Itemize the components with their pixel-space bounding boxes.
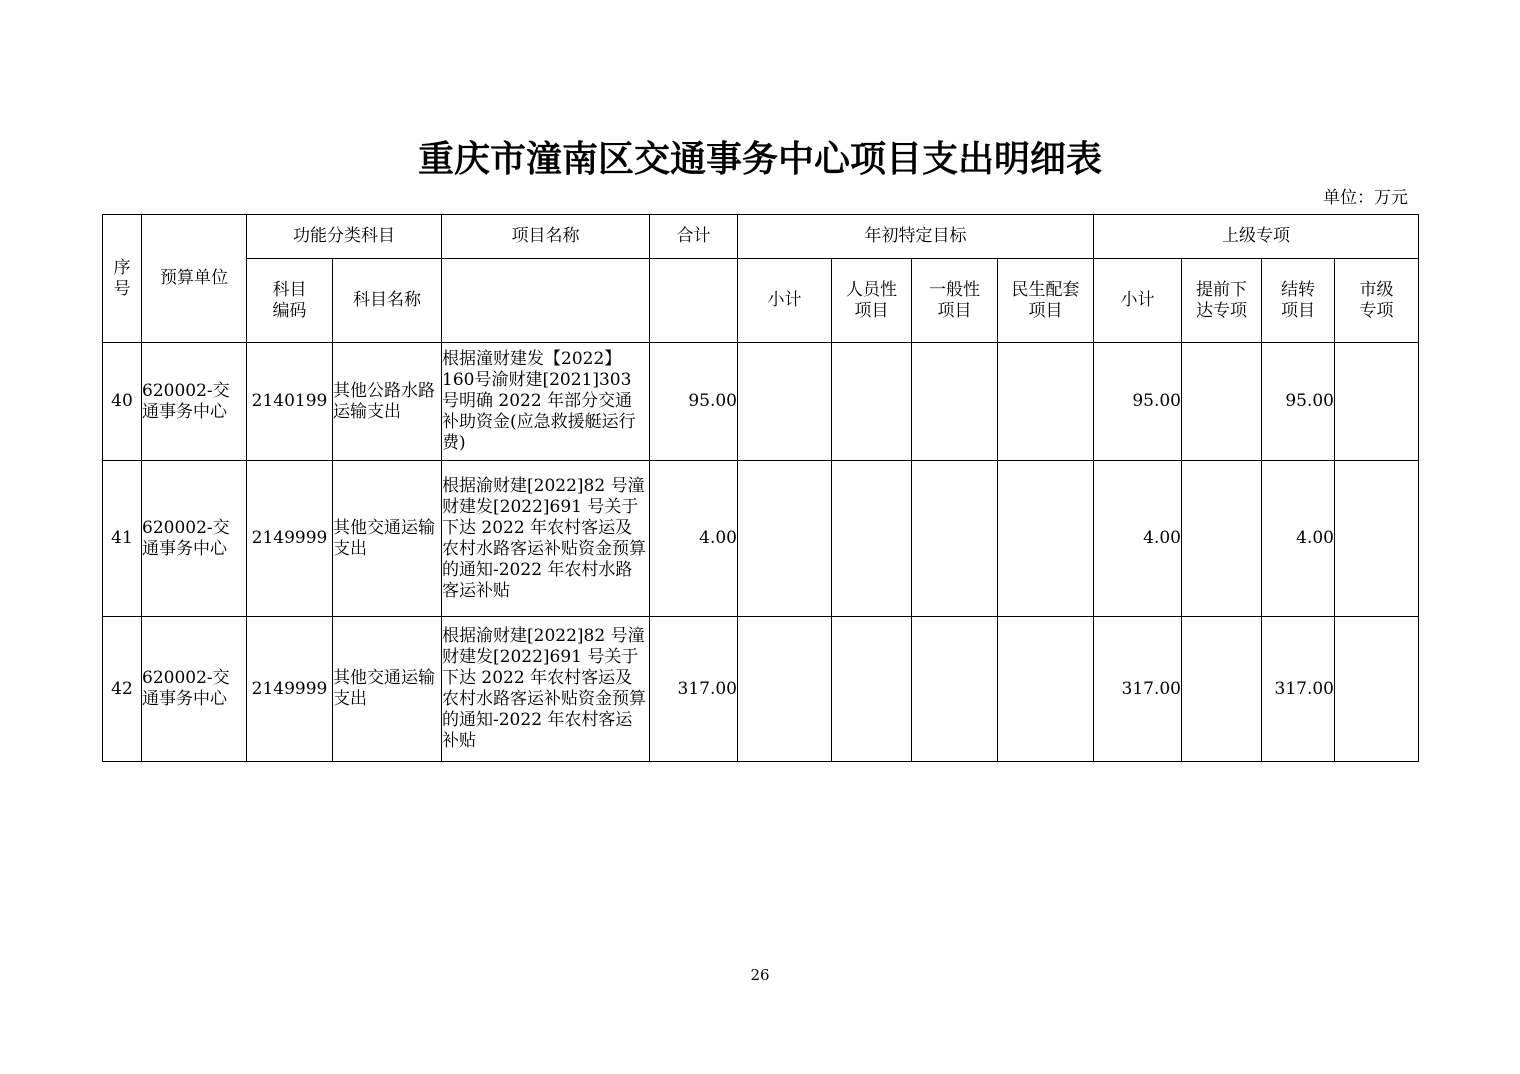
header-superior: 上级专项	[1094, 215, 1419, 259]
header-advance: 提前下达专项	[1182, 259, 1262, 343]
table-row	[103, 461, 1419, 617]
header-func-category: 功能分类科目	[247, 215, 442, 259]
header-city: 市级专项	[1335, 259, 1419, 343]
cell-project: 根据渝财建[2022]82 号潼财建发[2022]691 号关于下达 2022 年农村客运及农村水路客运补贴资金预算的通知-2022 年农村客运补贴	[442, 617, 650, 762]
cell-city	[1335, 343, 1419, 461]
cell-city	[1335, 461, 1419, 617]
table-row	[103, 617, 1419, 762]
cell-advance	[1182, 617, 1262, 762]
project-expenditure-table	[102, 214, 1419, 762]
cell-personnel	[832, 461, 912, 617]
cell-superior-subtotal: 317.00	[1094, 617, 1182, 762]
cell-subject: 其他交通运输支出	[333, 461, 442, 617]
cell-superior-subtotal: 95.00	[1094, 343, 1182, 461]
cell-personnel	[832, 617, 912, 762]
header-total-blank	[650, 259, 738, 343]
cell-general	[912, 461, 998, 617]
header-budget-unit: 预算单位	[142, 215, 247, 343]
cell-subject: 其他公路水路运输支出	[333, 343, 442, 461]
page-number: 26	[750, 966, 770, 984]
cell-city	[1335, 617, 1419, 762]
cell-carryover: 4.00	[1262, 461, 1335, 617]
header-carryover: 结转项目	[1262, 259, 1335, 343]
cell-superior-subtotal: 4.00	[1094, 461, 1182, 617]
header-annual-target: 年初特定目标	[738, 215, 1094, 259]
cell-subject: 其他交通运输支出	[333, 617, 442, 762]
cell-seq: 42	[103, 617, 142, 762]
cell-code: 2149999	[247, 617, 333, 762]
cell-project: 根据潼财建发【2022】160号渝财建[2021]303 号明确 2022 年部分交通补助资金(应急救援艇运行费)	[442, 343, 650, 461]
cell-total: 317.00	[650, 617, 738, 762]
cell-budget-unit: 620002-交通事务中心	[142, 461, 247, 617]
cell-advance	[1182, 343, 1262, 461]
header-superior-subtotal: 小计	[1094, 259, 1182, 343]
header-row-1	[103, 215, 1419, 259]
page-title: 重庆市潼南区交通事务中心项目支出明细表	[417, 139, 1102, 180]
cell-project: 根据渝财建[2022]82 号潼财建发[2022]691 号关于下达 2022 年农村客运及农村水路客运补贴资金预算的通知-2022 年农村水路客运补贴	[442, 461, 650, 617]
header-personnel: 人员性项目	[832, 259, 912, 343]
cell-total: 4.00	[650, 461, 738, 617]
header-total: 合计	[650, 215, 738, 259]
header-project-name-blank	[442, 259, 650, 343]
header-row-2	[103, 259, 1419, 343]
cell-code: 2140199	[247, 343, 333, 461]
unit-label: 单位：万元	[1323, 188, 1408, 208]
cell-general	[912, 343, 998, 461]
table-row	[103, 343, 1419, 461]
cell-code: 2149999	[247, 461, 333, 617]
header-subject-code: 科目编码	[247, 259, 333, 343]
cell-carryover: 317.00	[1262, 617, 1335, 762]
cell-annual-subtotal	[738, 461, 832, 617]
cell-budget-unit: 620002-交通事务中心	[142, 343, 247, 461]
cell-general	[912, 617, 998, 762]
header-project-name: 项目名称	[442, 215, 650, 259]
cell-annual-subtotal	[738, 617, 832, 762]
cell-carryover: 95.00	[1262, 343, 1335, 461]
cell-livelihood	[998, 461, 1094, 617]
header-annual-subtotal: 小计	[738, 259, 832, 343]
cell-advance	[1182, 461, 1262, 617]
cell-seq: 40	[103, 343, 142, 461]
header-general: 一般性项目	[912, 259, 998, 343]
cell-budget-unit: 620002-交通事务中心	[142, 617, 247, 762]
header-livelihood: 民生配套项目	[998, 259, 1094, 343]
cell-annual-subtotal	[738, 343, 832, 461]
header-subject-name: 科目名称	[333, 259, 442, 343]
cell-seq: 41	[103, 461, 142, 617]
cell-total: 95.00	[650, 343, 738, 461]
cell-livelihood	[998, 617, 1094, 762]
header-seq: 序号	[103, 215, 142, 343]
cell-personnel	[832, 343, 912, 461]
cell-livelihood	[998, 343, 1094, 461]
